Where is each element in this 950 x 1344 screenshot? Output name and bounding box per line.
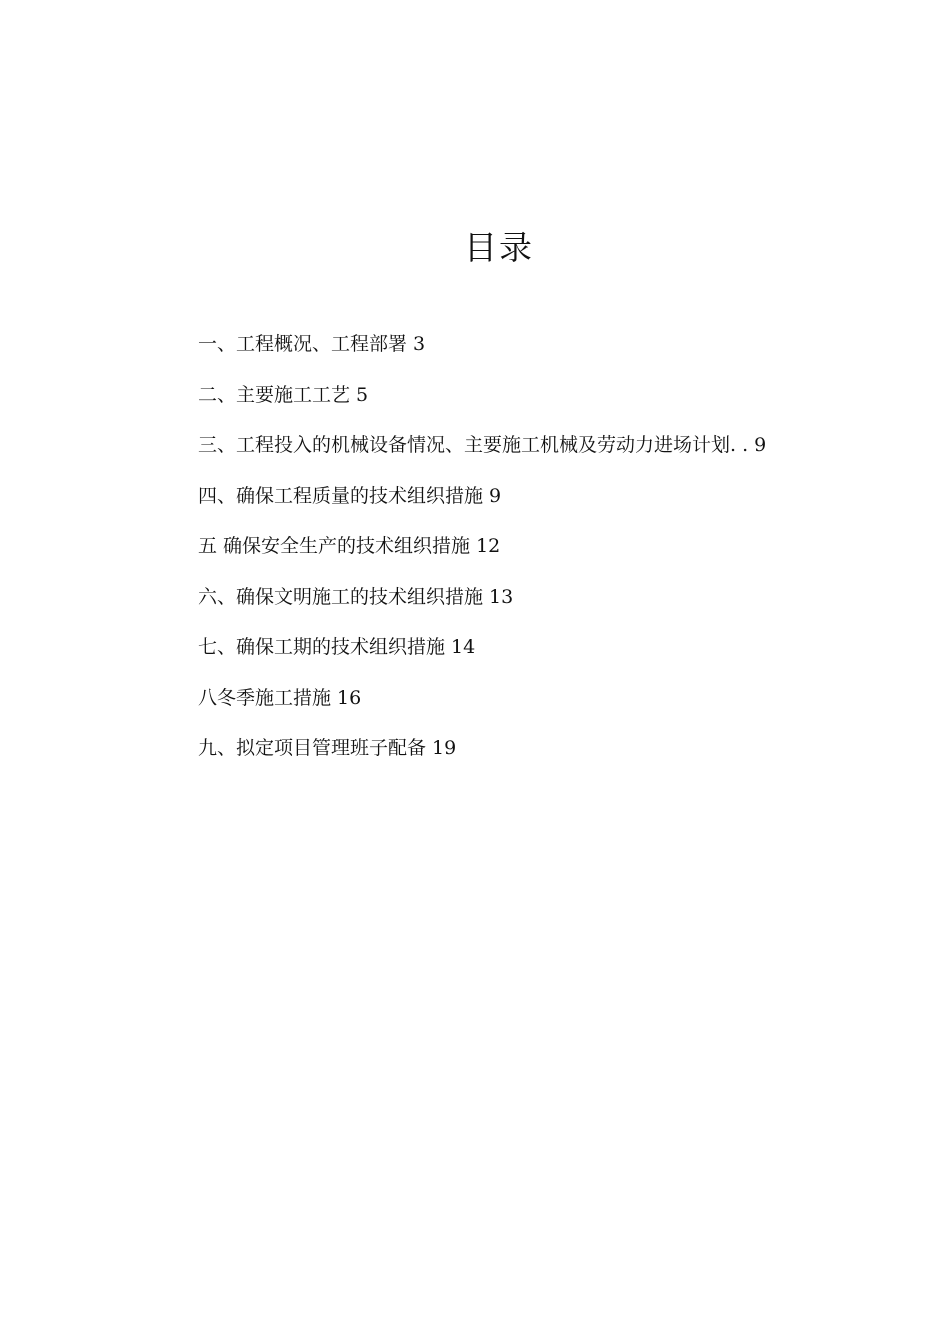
toc-item: 六、确保文明施工的技术组织措施 13 bbox=[198, 585, 514, 608]
toc-list bbox=[198, 330, 766, 785]
toc-item: 一、工程概况、工程部署 3 bbox=[198, 333, 426, 355]
toc-item: 三、工程投入的机械设备情况、主要施工机械及劳动力进场计划. . 9 bbox=[198, 434, 767, 456]
toc-item: 四、确保工程质量的技术组织措施 9 bbox=[198, 484, 502, 507]
toc-item: 二、主要施工工艺 5 bbox=[198, 383, 369, 406]
toc-title: 目录 bbox=[464, 228, 534, 267]
toc-item: 九、拟定项目管理班子配备 19 bbox=[198, 737, 457, 759]
toc-item: 七、确保工期的技术组织措施 14 bbox=[198, 636, 476, 658]
toc-item: 五 确保安全生产的技术组织措施 12 bbox=[198, 535, 501, 557]
toc-item: 八冬季施工措施 16 bbox=[198, 686, 362, 709]
